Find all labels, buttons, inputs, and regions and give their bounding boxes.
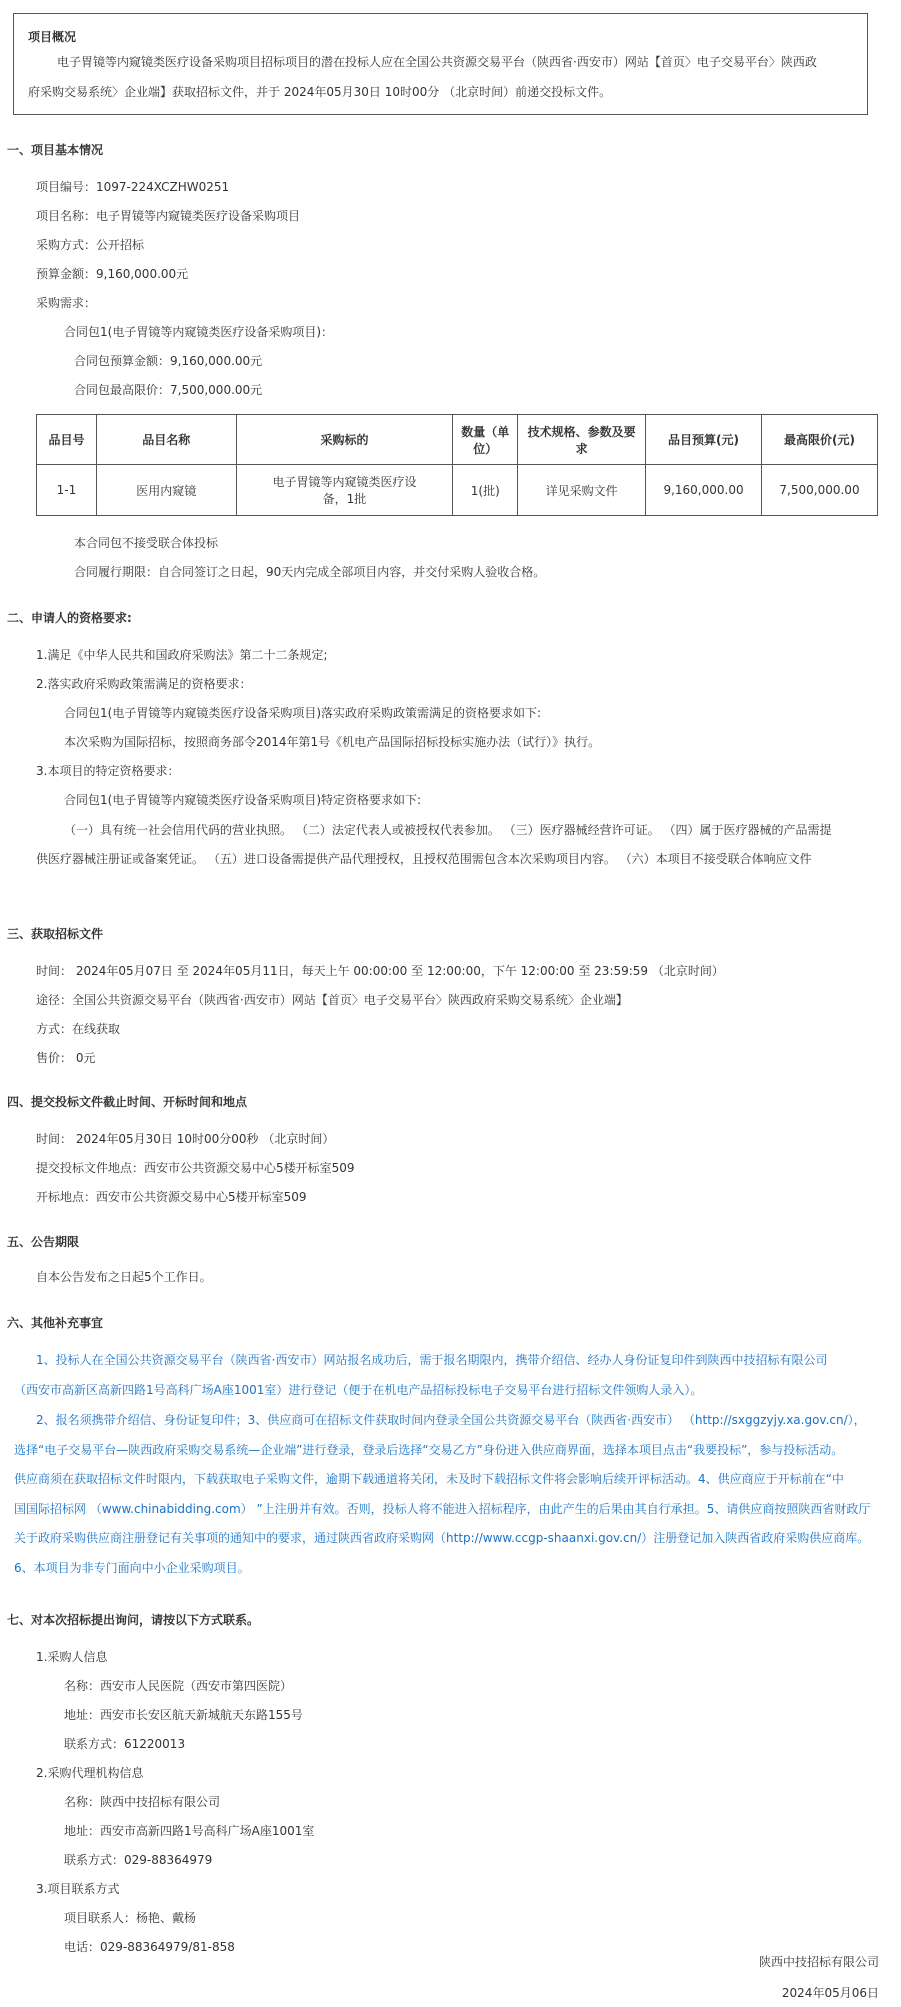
- supplement-line-4: 选择“电子交易平台—陕西政府采购交易系统—企业端”进行登录，登录后选择“交易乙方”身份进入供应商界面，选择本项目点击“我要投标”，参与投标活动。: [14, 1443, 844, 1457]
- cell-quantity: 1(批): [453, 465, 518, 516]
- overview-line-2: 府采购交易系统〉企业端】获取招标文件，并于 2024年05月30日 10时00分 （北京时间）前递交投标文件。: [28, 85, 612, 99]
- supplement-line-7: 关于政府采购供应商注册登记有关事项的通知中的要求，通过陕西省政府采购网（http://www.ccgp-shaanxi.gov.cn/）注册登记加入陕西省政府采购供应商库。: [14, 1531, 870, 1545]
- header-procurement-target: 采购标的: [236, 415, 453, 465]
- agency-contact: 联系方式：029-88364979: [64, 1853, 213, 1867]
- obtain-price: 售价： 0元: [36, 1051, 96, 1065]
- header-max-price: 最高限价(元): [762, 415, 878, 465]
- header-item-no: 品目号: [37, 415, 97, 465]
- supplement-line-8: 6、本项目为非专门面向中小企业采购项目。: [14, 1561, 250, 1575]
- cell-item-budget: 9,160,000.00: [646, 465, 762, 516]
- section-2-title: 二、申请人的资格要求:: [7, 611, 132, 625]
- agency-address: 地址：西安市高新四路1号高科广场A座1001室: [64, 1824, 315, 1838]
- deadline-time: 时间： 2024年05月30日 10时00分00秒 （北京时间）: [36, 1132, 335, 1146]
- submit-location: 提交投标文件地点：西安市公共资源交易中心5楼开标室509: [36, 1161, 355, 1175]
- cell-item-no: 1-1: [37, 465, 97, 516]
- cell-tech-spec: 详见采购文件: [518, 465, 646, 516]
- cell-item-name: 医用内窥镜: [96, 465, 236, 516]
- purchaser-info-heading: 1.采购人信息: [36, 1650, 108, 1664]
- header-tech-spec: [518, 415, 646, 465]
- items-table: [36, 414, 878, 516]
- requirement-2: 2.落实政府采购政策需满足的资格要求：: [36, 677, 252, 691]
- cell-target-line-1: 电子胃镜等内窥镜类医疗设: [272, 475, 417, 489]
- project-name: 项目名称：电子胃镜等内窥镜类医疗设备采购项目: [36, 209, 301, 223]
- supplement-line-1: 1、投标人在全国公共资源交易平台（陕西省·西安市）网站报名成功后，需于报名期限内，携带介绍信、经办人身份证复印件到陕西中技招标有限公司: [36, 1353, 828, 1367]
- requirement-3: 3.本项目的特定资格要求：: [36, 764, 180, 778]
- table-row: [37, 465, 878, 516]
- obtain-time: 时间： 2024年05月07日 至 2024年05月11日，每天上午 00:00:00 至 12:00:00，下午 12:00:00 至 23:59:59 （北京时间）: [36, 964, 724, 978]
- procurement-method: 采购方式：公开招标: [36, 238, 145, 252]
- obtain-mode: 方式：在线获取: [36, 1022, 121, 1036]
- purchaser-name: 名称：西安市人民医院（西安市第四医院）: [64, 1679, 293, 1693]
- obtain-way: 途径：全国公共资源交易平台（陕西省·西安市）网站【首页〉电子交易平台〉陕西政府采购交易系统〉企业端】: [36, 993, 628, 1007]
- table-header-row: [37, 415, 878, 465]
- no-consortium-note: 本合同包不接受联合体投标: [74, 536, 219, 550]
- header-tech-spec-line-2: 求: [575, 441, 588, 456]
- overview-title: 项目概况: [28, 30, 77, 44]
- contract-period: 合同履行期限：自合同签订之日起，90天内完成全部项目内容，并交付采购人验收合格。: [74, 565, 546, 579]
- project-contact-person: 项目联系人：杨艳、戴杨: [64, 1911, 197, 1925]
- supplement-line-3: 2、报名须携带介绍信、身份证复印件；3、供应商可在招标文件获取时间内登录全国公共资源交易平台（陕西省·西安市） （http://sxggzyjy.xa.gov.cn/），: [36, 1413, 866, 1427]
- section-5-title: 五、公告期限: [7, 1235, 80, 1249]
- budget-amount: 预算金额：9,160,000.00元: [36, 267, 189, 281]
- section-4-title: 四、提交投标文件截止时间、开标时间和地点: [7, 1095, 248, 1109]
- requirement-3b: （一）具有统一社会信用代码的营业执照。 （二）法定代表人或被授权代表参加。 （三）医疗器械经营许可证。 （四）属于医疗器械的产品需提: [64, 823, 832, 837]
- header-item-name: 品目名称: [96, 415, 236, 465]
- overview-line-1: 电子胃镜等内窥镜类医疗设备采购项目招标项目的潜在投标人应在全国公共资源交易平台（陕西省·西安市）网站【首页〉电子交易平台〉陕西政: [57, 55, 817, 69]
- purchaser-address: 地址：西安市长安区航天新城航天东路155号: [64, 1708, 303, 1722]
- overview-box: [13, 13, 868, 115]
- purchaser-contact: 联系方式：61220013: [64, 1737, 186, 1751]
- opening-location: 开标地点：西安市公共资源交易中心5楼开标室509: [36, 1190, 307, 1204]
- package-max-price: 合同包最高限价：7,500,000.00元: [74, 383, 263, 397]
- requirement-2a: 合同包1(电子胃镜等内窥镜类医疗设备采购项目)落实政府采购政策需满足的资格要求如下:: [64, 706, 542, 720]
- requirement-2b: 本次采购为国际招标，按照商务部令2014年第1号《机电产品国际招标投标实施办法（试行）》执行。: [64, 735, 601, 749]
- cell-procurement-target: [236, 465, 453, 516]
- agency-name: 名称：陕西中技招标有限公司: [64, 1795, 221, 1809]
- header-item-budget: 品目预算(元): [646, 415, 762, 465]
- procurement-demand: 采购需求：: [36, 296, 97, 310]
- requirement-3c: 供医疗器械注册证或备案凭证。 （五）进口设备需提供产品代理授权，且授权范围需包含本次采购项目内容。 （六）本项目不接受联合体响应文件: [36, 852, 812, 866]
- cell-max-price: 7,500,000.00: [762, 465, 878, 516]
- supplement-line-5: 供应商须在获取招标文件时限内，下载获取电子采购文件，逾期下载通道将关闭，未及时下载招标文件将会影响后续开评标活动。4、供应商应于开标前在“中: [14, 1472, 844, 1486]
- package-budget: 合同包预算金额：9,160,000.00元: [74, 354, 263, 368]
- notice-period: 自本公告发布之日起5个工作日。: [36, 1270, 212, 1284]
- cell-target-line-2: 备，1批: [322, 492, 367, 506]
- footer-company: 陕西中技招标有限公司: [758, 1955, 879, 1969]
- header-quantity-line-2: 位）: [473, 441, 498, 456]
- section-3-title: 三、获取招标文件: [7, 927, 104, 941]
- section-1-title: 一、项目基本情况: [7, 143, 104, 157]
- project-contact-heading: 3.项目联系方式: [36, 1882, 120, 1896]
- contract-package: 合同包1(电子胃镜等内窥镜类医疗设备采购项目)：: [64, 325, 333, 339]
- header-quantity: [453, 415, 518, 465]
- section-6-title: 六、其他补充事宜: [7, 1316, 104, 1330]
- header-tech-spec-line-1: 技术规格、参数及要: [527, 424, 636, 439]
- requirement-3a: 合同包1(电子胃镜等内窥镜类医疗设备采购项目)特定资格要求如下:: [64, 793, 422, 807]
- supplement-line-2: （西安市高新区高新四路1号高科广场A座1001室）进行登记（便于在机电产品招标投标电子交易平台进行招标文件领购人录入）。: [14, 1383, 703, 1397]
- footer-date: 2024年05月06日: [781, 1986, 879, 2000]
- project-contact-phone: 电话：029-88364979/81-858: [64, 1940, 235, 1954]
- requirement-1: 1.满足《中华人民共和国政府采购法》第二十二条规定;: [36, 648, 328, 662]
- project-number: 项目编号：1097-224XCZHW0251: [36, 180, 230, 194]
- section-7-title: 七、对本次招标提出询问，请按以下方式联系。: [7, 1613, 260, 1627]
- agency-info-heading: 2.采购代理机构信息: [36, 1766, 144, 1780]
- supplement-line-6: 国国际招标网 （www.chinabidding.com） ”上注册并有效。否则，投标人将不能进入招标程序，由此产生的后果由其自行承担。5、请供应商按照陕西省财政厅: [14, 1502, 871, 1516]
- header-quantity-line-1: 数量（单: [461, 424, 510, 439]
